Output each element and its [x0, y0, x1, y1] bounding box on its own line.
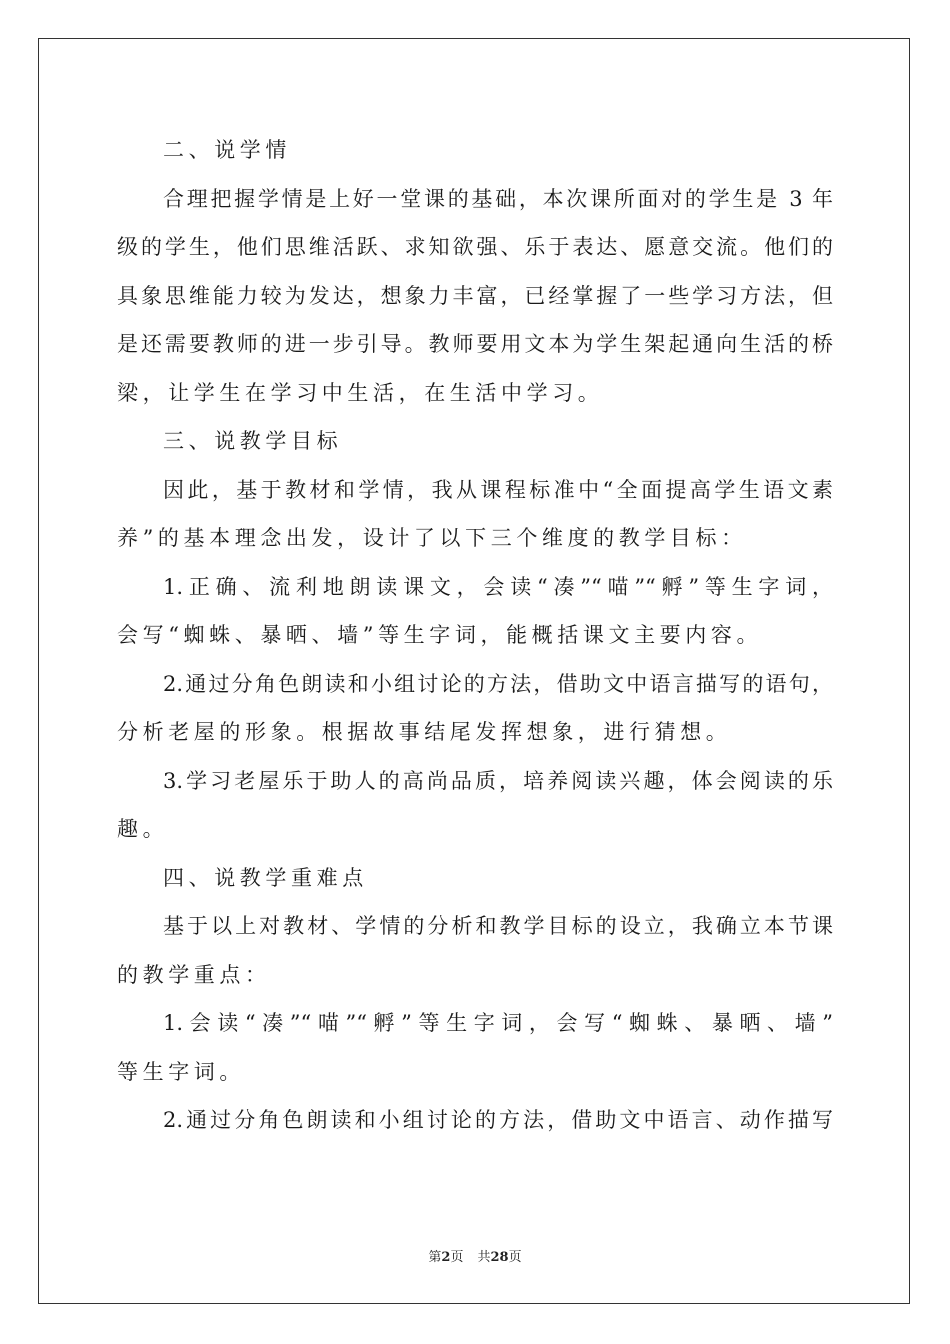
text-line: 三、说教学目标	[163, 429, 343, 453]
text-line: 是还需要教师的进一步引导。教师要用文本为学生架起通向生活的桥	[117, 332, 833, 356]
text-line: 级的学生，他们思维活跃、求知欲强、乐于表达、愿意交流。他们的	[117, 235, 833, 259]
text-line: 分析老屋的形象。根据故事结尾发挥想象，进行猜想。	[117, 720, 732, 744]
page-footer	[0, 1246, 950, 1265]
document-body	[117, 126, 833, 1145]
text-line: 合理把握学情是上好一堂课的基础，本次课所面对的学生是 3 年	[163, 186, 833, 211]
text-line: 等生字词。	[117, 1059, 245, 1084]
text-line: 具象思维能力较为发达，想象力丰富，已经掌握了一些学习方法，但	[117, 283, 833, 308]
text-line: 会写“蜘蛛、暴晒、墙”等生字词，能概括课文主要内容。	[117, 623, 763, 647]
footer-prefix: 第	[428, 1250, 442, 1265]
text-line: 梁，让学生在学习中生活，在生活中学习。	[117, 380, 604, 405]
footer-page-number: 2	[441, 1250, 451, 1265]
text-line: 2.通过分角色朗读和小组讨论的方法，借助文中语言、动作描写	[163, 1108, 833, 1132]
footer-total-suffix: 页	[508, 1250, 522, 1265]
text-line: 的教学重点：	[117, 962, 271, 987]
text-line: 二、说学情	[163, 138, 291, 162]
text-line: 因此，基于教材和学情，我从课程标准中“全面提高学生语文素	[163, 477, 833, 502]
text-line: 2.通过分角色朗读和小组讨论的方法，借助文中语言描写的语句，	[163, 671, 833, 696]
footer-page-suffix: 页	[450, 1250, 464, 1265]
footer-total-prefix: 共	[477, 1250, 491, 1265]
text-line: 1.会读“凑”“喵”“孵”等生字词，会写“蜘蛛、暴晒、墙”	[163, 1011, 833, 1035]
text-line: 3.学习老屋乐于助人的高尚品质，培养阅读兴趣，体会阅读的乐	[163, 768, 833, 793]
text-line: 趣。	[117, 817, 169, 841]
text-line: 基于以上对教材、学情的分析和教学目标的设立，我确立本节课	[163, 914, 833, 938]
text-line: 养”的基本理念出发，设计了以下三个维度的教学目标：	[117, 526, 747, 550]
text-line: 1.正确、流利地朗读课文，会读“凑”“喵”“孵”等生字词，	[163, 574, 833, 599]
footer-total-pages: 28	[490, 1250, 509, 1265]
text-line: 四、说教学重难点	[163, 865, 368, 890]
